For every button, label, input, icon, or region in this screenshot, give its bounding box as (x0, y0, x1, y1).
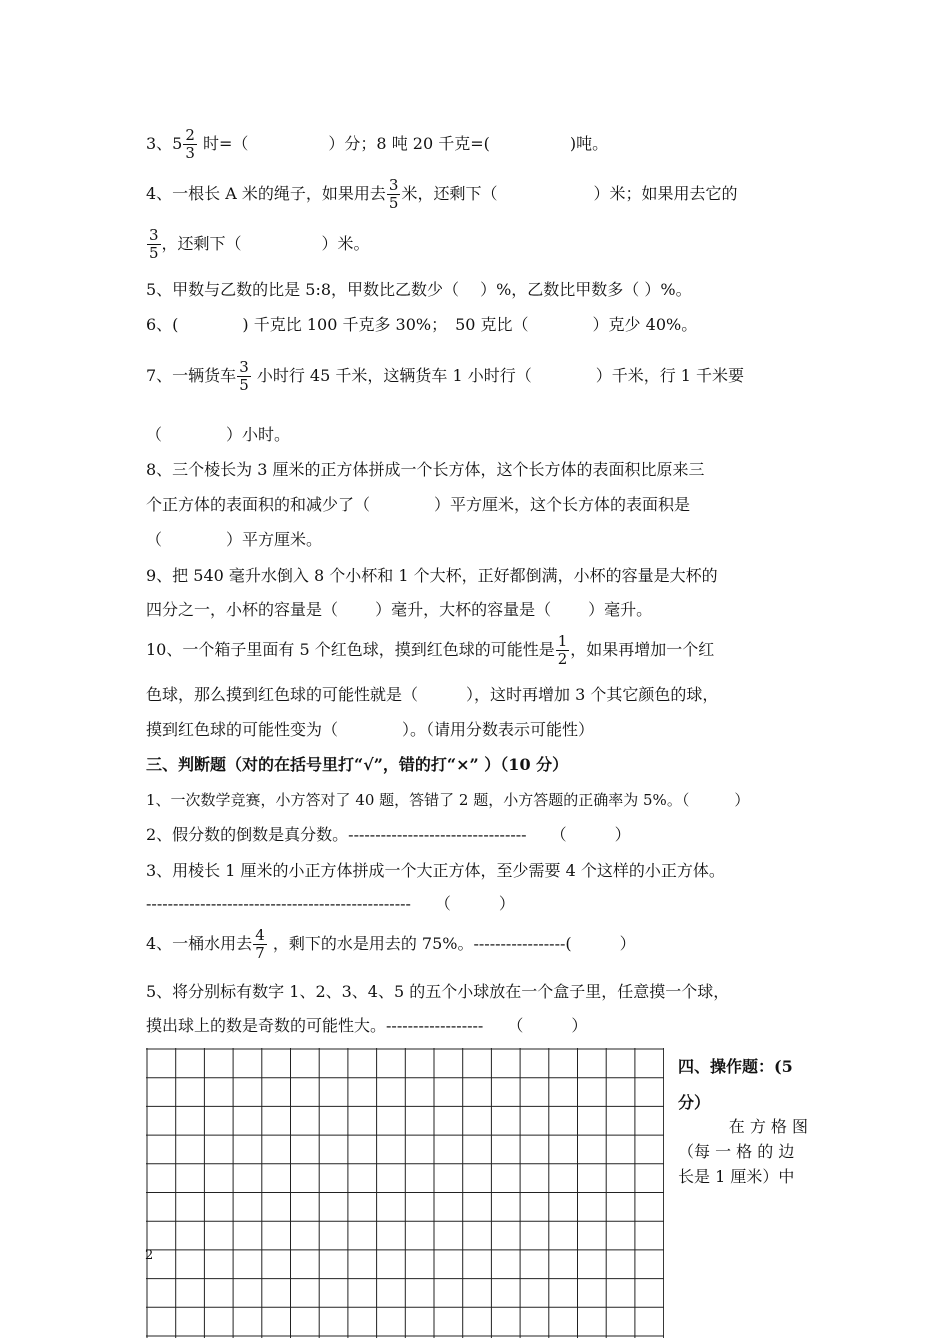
q3-prefix: 3、5 (146, 134, 183, 153)
q3-text: 时=（ ）分；8 吨 20 千克=( )吨。 (203, 134, 609, 153)
question-10-line2: 色球，那么摸到红色球的可能性就是（ ），这时再增加 3 个其它颜色的球， (146, 685, 719, 704)
page-number: 2 (145, 1248, 154, 1263)
j4-prefix: 4、一桶水用去 (146, 934, 253, 953)
question-8-line3: （ ）平方厘米。 (146, 530, 323, 549)
fraction: $\frac{3}{5}$ (149, 226, 159, 262)
q7-prefix: 7、一辆货车 (146, 366, 237, 385)
q4-prefix: 4、一根长 A 米的绳子，如果用去 (146, 184, 386, 203)
section-3-heading: 三、判断题（对的在括号里打“√”，错的打“×” ）（10 分） (146, 755, 569, 774)
judge-5-line2: 摸出球上的数是奇数的可能性大。------------------ （ ） (146, 1016, 588, 1035)
question-10 (146, 634, 714, 667)
section-4-title-b: 分） (678, 1093, 711, 1112)
question-4 (146, 178, 737, 211)
question-9-line2: 四分之一，小杯的容量是（ ）毫升，大杯的容量是（ ）毫升。 (146, 600, 653, 619)
question-3 (146, 128, 608, 161)
question-9-line1: 9、把 540 毫升水倒入 8 个小杯和 1 个大杯，正好都倒满，小杯的容量是大杯的 (146, 566, 718, 585)
section-4-body-a: 在 方 格 图 (728, 1117, 808, 1136)
j4-text: ，剩下的水是用去的 75%。-----------------( ） (267, 934, 636, 953)
question-4-line2 (146, 228, 370, 261)
judge-3-line1: 3、用棱长 1 厘米的小正方体拼成一个大正方体，至少需要 4 个这样的小正方体。 (146, 861, 725, 880)
q7-text: 小时行 45 千米，这辆货车 1 小时行（ ）千米，行 1 千米要 (251, 366, 745, 385)
question-8-line2: 个正方体的表面积的和减少了（ ）平方厘米，这个长方体的表面积是 (146, 495, 691, 514)
q10-prefix: 10、一个箱子里面有 5 个红色球，摸到红色球的可能性是 (146, 640, 555, 659)
q10-text: ，如果再增加一个红 (570, 640, 715, 659)
section-4-title-a: 四、操作题：(5 (678, 1057, 793, 1076)
judge-3-line2: ------------------------------------------------- （ ） (146, 894, 515, 913)
section-4-body-b: （每 一 格 的 边 (678, 1142, 795, 1161)
question-8-line1: 8、三个棱长为 3 厘米的正方体拼成一个长方体，这个长方体的表面积比原来三 (146, 460, 705, 479)
fraction: $\frac{4}{7}$ (255, 926, 265, 962)
fraction: $\frac{2}{3}$ (185, 126, 195, 162)
fraction: $\frac{3}{5}$ (239, 358, 249, 394)
question-10-line3: 摸到红色球的可能性变为（ ）。（请用分数表示可能性） (146, 720, 595, 739)
question-7-line2: （ ）小时。 (146, 425, 291, 444)
section-4-body-c: 长是 1 厘米）中 (678, 1167, 795, 1186)
question-6: 6、( ) 千克比 100 千克多 30%； 50 克比（ ）克少 40%。 (146, 315, 698, 334)
judge-1: 1、一次数学竞赛，小方答对了 40 题，答错了 2 题，小方答题的正确率为 5%。（ ） (146, 791, 750, 809)
fraction: $\frac{3}{5}$ (388, 176, 399, 212)
judge-5-line1: 5、将分别标有数字 1、2、3、4、5 的五个小球放在一个盒子里，任意摸一个球， (146, 982, 730, 1001)
question-5: 5、甲数与乙数的比是 5:8，甲数比乙数少（ ）%，乙数比甲数多（ ）%。 (146, 280, 692, 299)
square-grid (146, 1048, 664, 1338)
fraction: $\frac{1}{2}$ (557, 632, 568, 668)
judge-4 (146, 928, 636, 961)
q4-text: 米，还剩下（ ）米；如果用去它的 (401, 184, 738, 203)
question-7 (146, 360, 744, 393)
judge-2: 2、假分数的倒数是真分数。--------------------------------- （ ） (146, 825, 631, 844)
q4-text-2: ，还剩下（ ）米。 (161, 234, 370, 253)
